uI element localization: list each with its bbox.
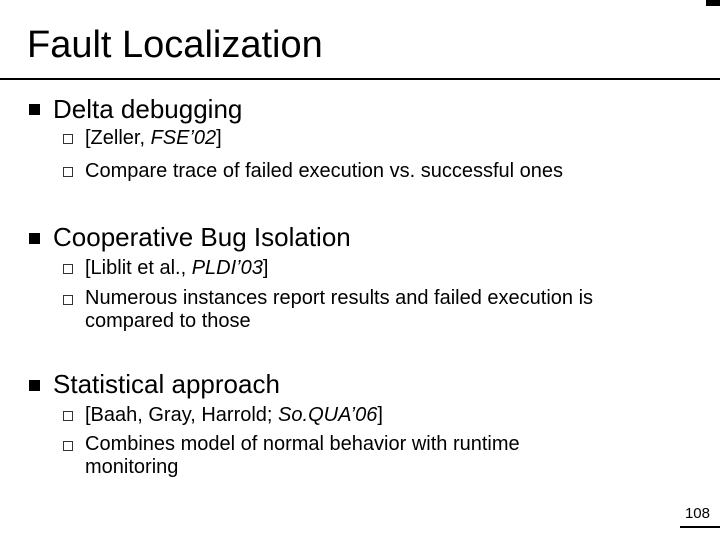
- bullet-statistical-approach: Statistical approach: [53, 369, 280, 399]
- citation-venue: PLDI’03: [191, 257, 263, 279]
- bullet-square-icon: [29, 104, 40, 115]
- title-divider: [0, 78, 720, 80]
- corner-mark: [706, 0, 720, 6]
- citation-prefix: [Liblit et al.,: [85, 257, 192, 279]
- checkbox-bullet-icon: [63, 134, 73, 144]
- sub-bullet-citation: [85, 127, 695, 150]
- page-number: 108: [684, 505, 710, 522]
- citation-venue: FSE’02: [150, 127, 217, 149]
- sub-bullet-text-continued: compared to those: [85, 310, 251, 332]
- bullet-cooperative-bug-isolation: Cooperative Bug Isolation: [53, 222, 351, 252]
- sub-bullet-citation: [85, 257, 695, 280]
- sub-bullet-citation: [85, 404, 695, 427]
- citation-suffix: ]: [216, 127, 222, 149]
- checkbox-bullet-icon: [63, 411, 73, 421]
- bullet-square-icon: [29, 380, 40, 391]
- sub-bullet-text: Combines model of normal behavior with runtime: [85, 433, 520, 455]
- citation-suffix: ]: [262, 257, 269, 279]
- slide-title: Fault Localization: [27, 24, 323, 66]
- citation-prefix: [Zeller,: [85, 127, 151, 149]
- page-number-rule: [680, 526, 720, 528]
- sub-bullet-text: Numerous instances report results and failed execution is: [85, 287, 594, 309]
- checkbox-bullet-icon: [63, 441, 73, 451]
- sub-bullet-text: Compare trace of failed execution vs. successful ones: [85, 160, 564, 182]
- citation-prefix: [Baah, Gray, Harrold;: [85, 404, 279, 426]
- bullet-square-icon: [29, 233, 40, 244]
- checkbox-bullet-icon: [63, 264, 73, 274]
- checkbox-bullet-icon: [63, 295, 73, 305]
- citation-venue: So.QUA’06: [278, 404, 378, 426]
- citation-suffix: ]: [377, 404, 383, 426]
- bullet-delta-debugging: Delta debugging: [53, 94, 243, 124]
- sub-bullet-text-continued: monitoring: [85, 456, 179, 478]
- checkbox-bullet-icon: [63, 167, 73, 177]
